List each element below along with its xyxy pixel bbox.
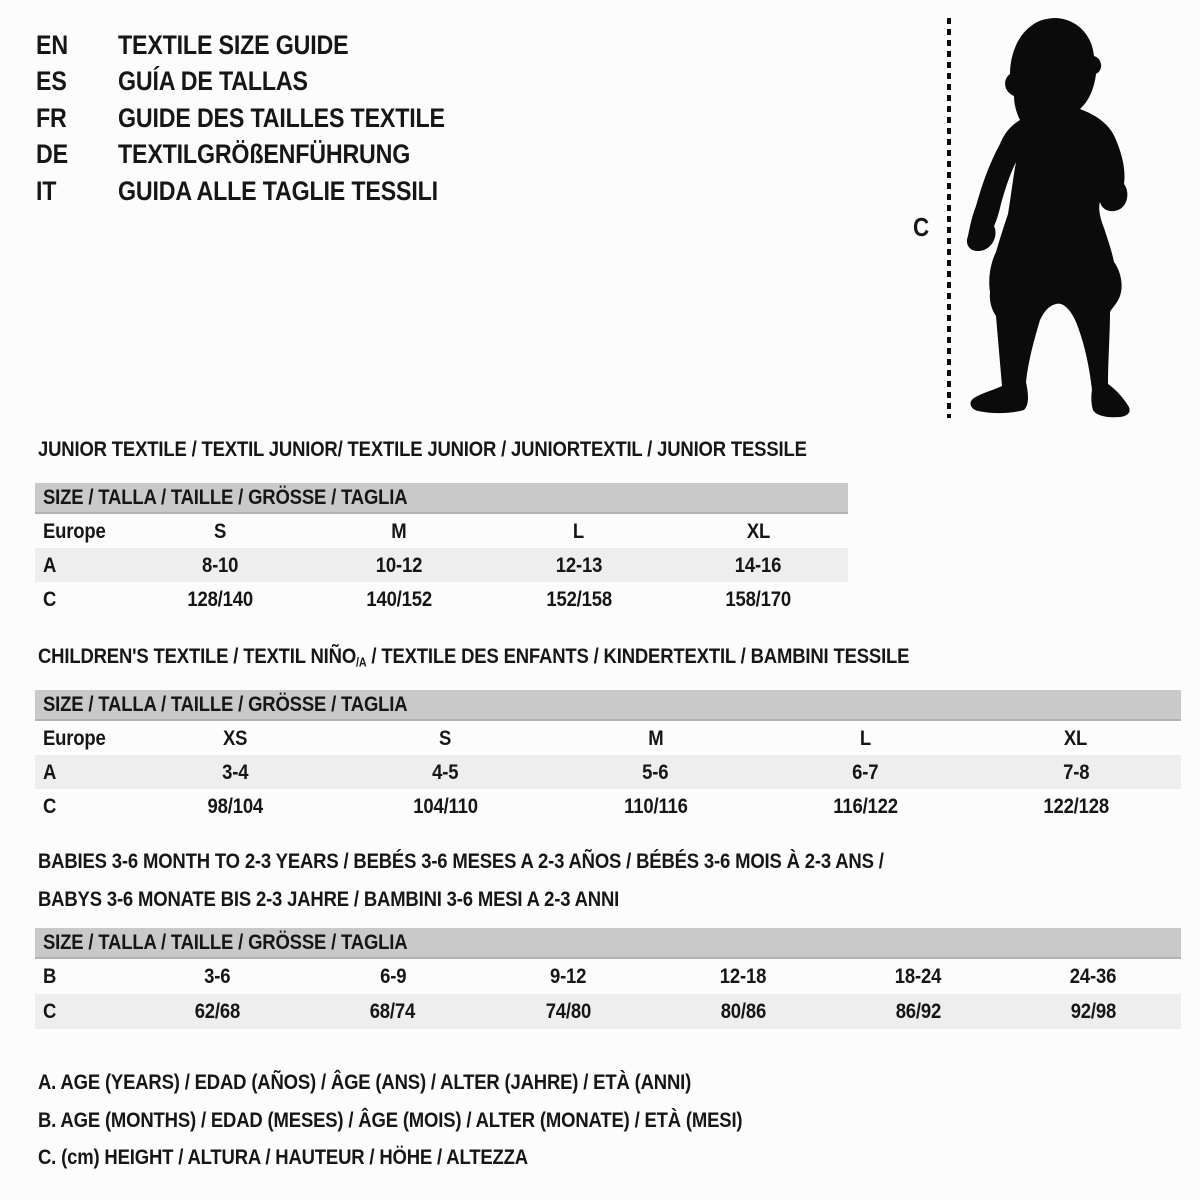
junior-size-table	[35, 483, 848, 616]
table-row: A 8-10 10-12 12-13 14-16	[35, 548, 848, 582]
table-row: C 128/140 140/152 152/158 158/170	[43, 586, 792, 611]
babies-section-title: BABIES 3-6 MONTH TO 2-3 YEARS / BEBÉS 3-6 MESES A 2-3 AÑOS / BÉBÉS 3-6 MOIS À 2-3 ANS / BABYS 3-6 MONATE BIS 2-3 JAHRE / BAMBINI 3-6 MESI A 2-3 ANNI	[38, 849, 884, 911]
row-label: A	[43, 759, 57, 784]
legend-age-months: B. AGE (MONTHS) / EDAD (MESES) / ÂGE (MOIS) / ALTER (MONATE) / ETÀ (MESI)	[38, 1107, 743, 1132]
title-it: GUIDA ALLE TAGLIE TESSILI	[118, 175, 438, 206]
height-measure-dashed-line	[947, 18, 951, 418]
row-label: Europe	[43, 725, 106, 750]
row-label: B	[43, 964, 57, 988]
children-size-header: SIZE / TALLA / TAILLE / GRÖSSE / TAGLIA	[35, 690, 1181, 721]
row-label: A	[43, 552, 57, 577]
table-row: C 98/104 104/110 110/116 116/122 122/128	[43, 793, 1109, 818]
lang-code-es: ES	[36, 66, 67, 97]
row-label: Europe	[43, 518, 106, 543]
junior-size-header: SIZE / TALLA / TAILLE / GRÖSSE / TAGLIA	[35, 483, 848, 514]
legend-height-cm: C. (cm) HEIGHT / ALTURA / HAUTEUR / HÖHE / ALTEZZA	[38, 1145, 528, 1170]
table-row: C 62/68 68/74 74/80 80/86 86/92 92/98	[35, 994, 1181, 1029]
table-row: B 3-6 6-9 9-12 12-18 18-24 24-36	[43, 964, 1117, 988]
title-en: TEXTILE SIZE GUIDE	[118, 29, 349, 60]
row-label: C	[43, 999, 57, 1023]
language-title-block	[36, 27, 498, 210]
lang-row-en	[36, 27, 498, 64]
toddler-silhouette-icon	[962, 12, 1140, 420]
row-label: C	[43, 586, 57, 611]
lang-code-fr: FR	[36, 102, 67, 133]
babies-size-table	[35, 928, 1181, 1029]
legend-block	[38, 1064, 857, 1177]
nino-a-subscript: /A	[356, 655, 367, 670]
table-row: Europe S M L XL	[43, 518, 770, 543]
figure-height-label: C	[913, 212, 929, 242]
lang-code-de: DE	[36, 139, 68, 170]
title-de: TEXTILGRÖßENFÜHRUNG	[118, 139, 411, 170]
title-fr: GUIDE DES TAILLES TEXTILE	[118, 102, 445, 133]
lang-row-de	[36, 137, 498, 174]
table-row: A 3-4 4-5 5-6 6-7 7-8	[35, 755, 1181, 789]
lang-row-es	[36, 64, 498, 101]
children-section-title: CHILDREN'S TEXTILE / TEXTIL NIÑO/A / TEXTILE DES ENFANTS / KINDERTEXTIL / BAMBINI TESSILE	[38, 644, 910, 670]
lang-row-fr	[36, 100, 498, 137]
lang-code-en: EN	[36, 29, 68, 60]
babies-size-header: SIZE / TALLA / TAILLE / GRÖSSE / TAGLIA	[35, 928, 1181, 959]
title-es: GUÍA DE TALLAS	[118, 66, 308, 97]
lang-row-it	[36, 173, 498, 210]
legend-age-years: A. AGE (YEARS) / EDAD (AÑOS) / ÂGE (ANS) / ALTER (JAHRE) / ETÀ (ANNI)	[38, 1070, 692, 1095]
children-size-table	[35, 690, 1181, 823]
lang-code-it: IT	[36, 175, 57, 206]
row-label: C	[43, 793, 57, 818]
table-row: Europe XS S M L XL	[43, 725, 1088, 750]
junior-section-title: JUNIOR TEXTILE / TEXTIL JUNIOR/ TEXTILE JUNIOR / JUNIORTEXTIL / JUNIOR TESSILE	[38, 437, 807, 461]
